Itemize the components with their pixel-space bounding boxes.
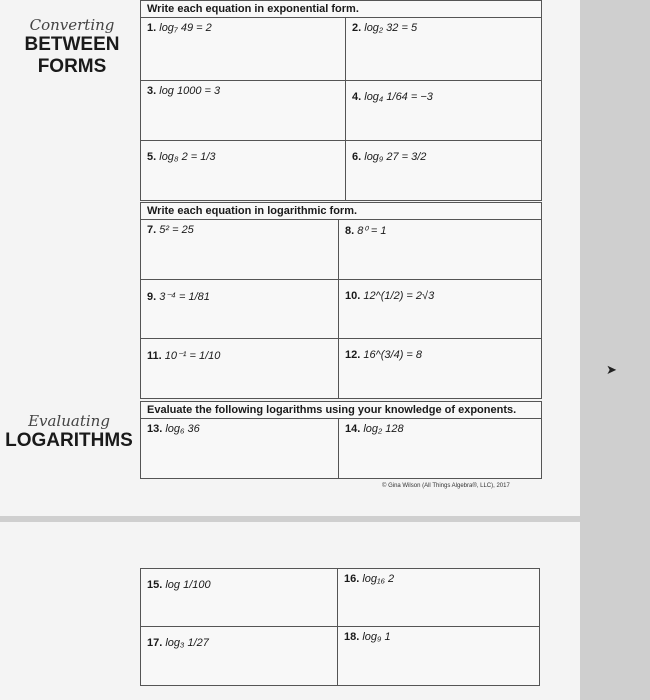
problem-cell[interactable]: 14. log₂ 128 [338,419,541,478]
problem-cell[interactable]: 9. 3⁻⁴ = 1/81 [147,291,210,303]
logarithmic-form-table [140,202,542,399]
problem-cell[interactable]: 6. log₉ 27 = 3/2 [345,141,541,200]
table-row [141,280,541,339]
problem-cell[interactable]: 12. 16^(3/4) = 8 [338,339,541,398]
problem-cell[interactable]: 8. 8⁰ = 1 [338,220,541,279]
table-row [141,220,541,280]
table-row [141,419,541,478]
forms-text: FORMS [37,56,107,77]
problem-cell[interactable]: 10. 12^(1/2) = 2√3 [338,280,541,338]
evaluating-section-label [2,412,136,452]
table-row [141,339,541,398]
copyright-footer: © Gina Wilson (All Things Algebra®, LLC), 2017 [382,483,510,489]
logarithms-text: LOGARITHMS [5,430,133,451]
section-heading: Evaluate the following logarithms using your knowledge of exponents. [141,402,541,419]
evaluating-script-text: Evaluating [28,412,110,430]
converting-script-text: Converting [29,16,115,34]
problem-cell[interactable]: 18. log₉ 1 [337,627,539,685]
table-row [141,81,541,141]
problem-cell[interactable]: 17. log₃ 1/27 [147,637,209,649]
table-row [141,627,539,685]
problem-cell[interactable]: 15. log 1/100 [147,579,211,591]
converting-section-label [22,16,122,78]
problem-cell[interactable]: 3. log 1000 = 3 [147,85,221,97]
between-text: BETWEEN [24,34,120,55]
problem-cell[interactable]: 5. log₈ 2 = 1/3 [147,151,216,163]
section-heading: Write each equation in logarithmic form. [141,203,541,220]
problem-cell[interactable]: 1. log₇ 49 = 2 [147,22,212,34]
problem-cell[interactable]: 2. log₂ 32 = 5 [345,18,541,80]
table-row [141,141,541,200]
section-heading: Write each equation in exponential form. [141,1,541,18]
table-row [141,569,539,627]
problem-cell[interactable]: 4. log₄ 1/64 = −3 [345,81,541,140]
evaluate-table-continued [140,568,540,686]
exponential-form-table [140,0,542,201]
problem-cell[interactable]: 13. log₆ 36 [147,423,200,435]
mouse-cursor-icon: ➤ [606,362,617,377]
problem-cell[interactable]: 7. 5² = 25 [147,224,194,236]
problem-cell[interactable]: 11. 10⁻¹ = 1/10 [147,350,221,362]
worksheet-page-2 [0,522,580,700]
problem-cell[interactable]: 16. log₁₆ 2 [337,569,539,626]
evaluate-table [140,401,542,479]
table-row [141,18,541,81]
